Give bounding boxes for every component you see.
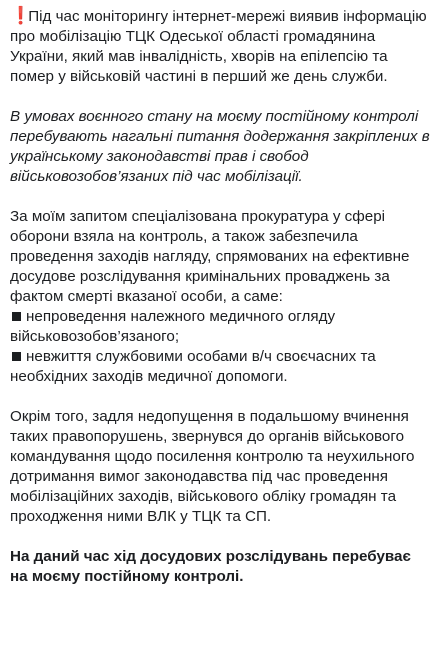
paragraph-conclusion-text: На даний час хід досудових розслідувань перебуває на моєму постійному контролі. [10, 548, 411, 585]
black-square-bullet-icon [12, 312, 21, 321]
paragraph-martial-law [10, 107, 430, 187]
paragraph-conclusion [10, 547, 430, 587]
paragraph-monitoring-text: Під час моніторингу інтернет-мережі виявив інформацію про мобілізацію ТЦК Одеської області громадянина України, який мав інвалідність, хворів на епілепсію та помер у військовій частині в перший же день служби. [10, 8, 427, 85]
paragraph-military-command-text: Окрім того, задля недопущення в подальшому вчинення таких правопорушень, звернувся до органів військового командування щодо посилення контролю та неухильного дотримання вимог законодавства під час проведення мобілізаційних заходів, військового обліку громадян та проходження ними ВЛК у ТЦК та СП. [10, 408, 415, 525]
list-item [10, 347, 430, 387]
heavy-exclamation-mark-icon: ❗ [10, 6, 32, 25]
paragraph-military-command [10, 407, 430, 527]
paragraph-martial-law-text: В умовах воєнного стану на моєму постійному контролі перебувають нагальні питання додержання закріплених в українському законодавстві прав і свобод військовозобов’язаних під час мобілізації. [10, 108, 430, 185]
paragraph-prosecutor-request-text: За моїм запитом спеціалізована прокуратура у сфері оборони взяла на контроль, а також забезпечила проведення заходів нагляду, спрямованих на ефективне досудове розслідування кримінальних проваджень за фактом смерті вказаної особи, а саме: [10, 208, 410, 305]
black-square-bullet-icon [12, 352, 21, 361]
paragraph-prosecutor-request [10, 207, 430, 307]
list-item-text: непроведення належного медичного огляду військовозобов’язаного; [10, 308, 336, 345]
list-item [10, 307, 430, 347]
paragraph-monitoring [10, 6, 430, 87]
list-item-text: невжиття службовими особами в/ч своєчасних та необхідних заходів медичної допомоги. [10, 348, 376, 385]
